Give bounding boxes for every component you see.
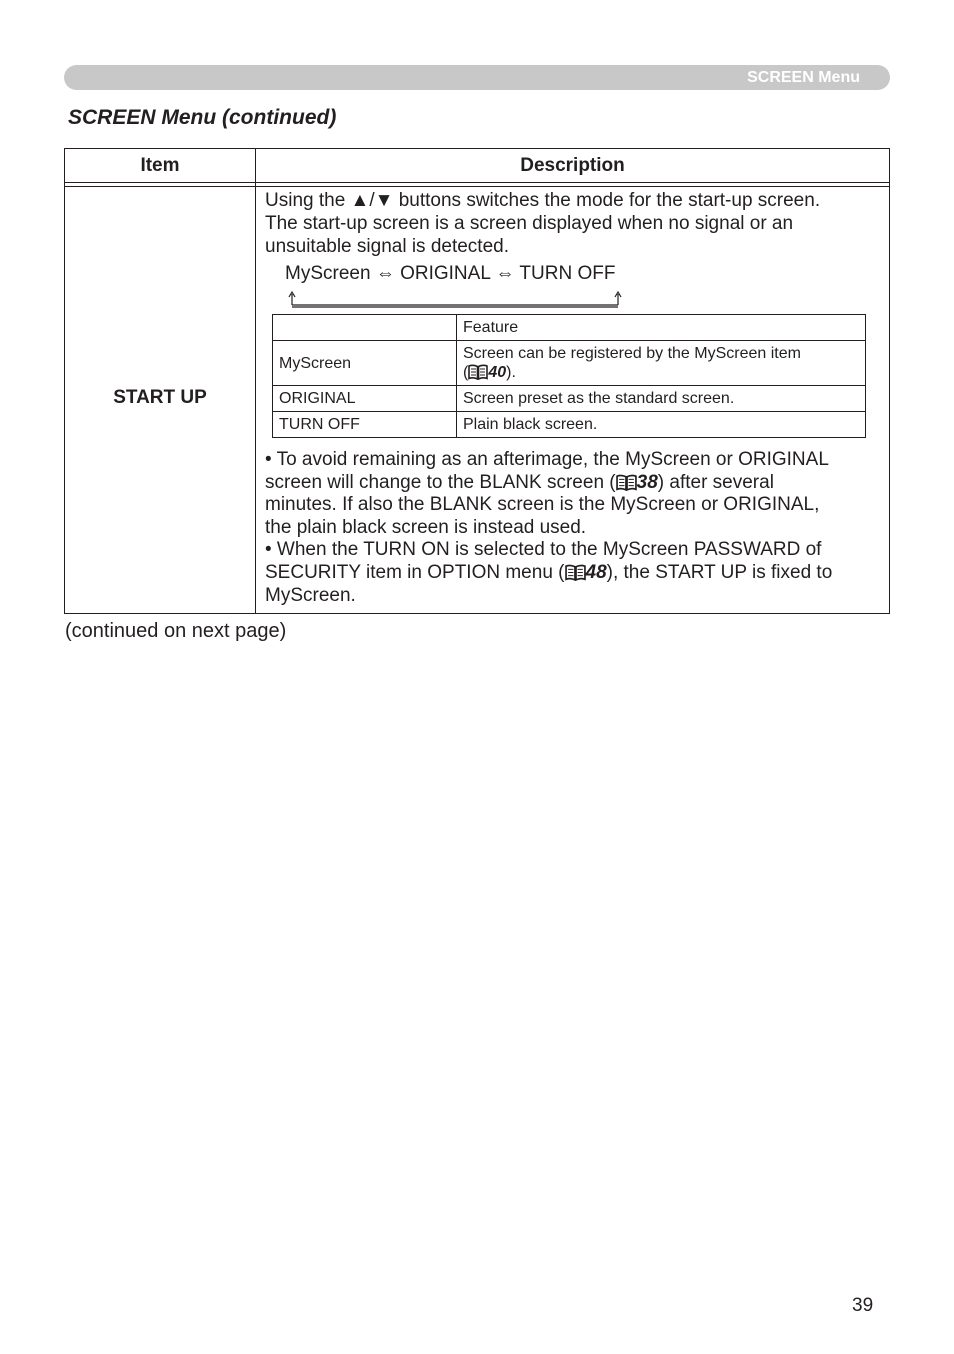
ref-page-number: 48 [585,561,607,583]
table-row [273,341,866,386]
note-text: screen will change to the BLANK screen ( [265,471,616,493]
table-row [273,412,866,438]
feature-table-header-row [273,315,866,341]
column-header-item: Item [140,155,180,176]
note-line: MyScreen. [265,584,356,606]
feature-table [272,314,866,438]
note-line: • To avoid remaining as an afterimage, the MyScreen or ORIGINAL [265,449,829,470]
mode-name: MyScreen [273,341,457,386]
mode-feature [457,341,866,386]
page-number: 39 [852,1295,874,1316]
section-label: SCREEN Menu [747,69,860,86]
mode-cycle [285,263,615,285]
feature-header-label: Feature [457,315,866,341]
swap-arrow-icon: ⇔ [375,263,395,284]
cycle-option-myscreen: MyScreen [285,263,371,284]
cycle-option-turn-off: TURN OFF [519,263,616,284]
book-icon [565,564,586,581]
note-line: minutes. If also the BLANK screen is the MyScreen or ORIGINAL, [265,494,820,516]
item-start-up: START UP [113,387,207,408]
intro-line: Using the ▲/▼ buttons switches the mode for the start-up screen. [265,190,821,211]
note-text: ), the START UP is fixed to [606,561,833,583]
table-row [273,386,866,412]
feature-text: Screen can be registered by the MyScreen item [463,345,801,362]
swap-arrow-icon: ⇔ [495,263,515,284]
book-icon [616,474,637,491]
feature-header-blank [273,315,457,341]
page-reference [463,364,516,381]
note-text: SECURITY item in OPTION menu ( [265,561,565,583]
mode-feature: Plain black screen. [457,412,866,438]
ref-page-number: 38 [636,471,658,493]
continued-note: (continued on next page) [65,620,287,642]
mode-name: ORIGINAL [273,386,457,412]
note-line [265,562,885,585]
ref-close: ). [506,364,516,381]
mode-feature: Screen preset as the standard screen. [457,386,866,412]
cycle-return-arrow-icon [285,287,625,309]
cycle-option-original: ORIGINAL [400,263,491,284]
note-text: ) after several [657,471,774,493]
intro-line: unsuitable signal is detected. [265,236,509,257]
header-double-rule [65,182,889,187]
note-line [265,472,885,495]
page-reference [616,472,658,493]
description-intro [265,189,885,258]
menu-table [64,148,890,614]
description-notes [265,449,885,607]
column-divider [255,149,256,613]
note-line: • When the TURN ON is selected to the MyScreen PASSWARD of [265,539,822,561]
ref-open: ( [463,364,469,381]
page-title: SCREEN Menu (continued) [68,106,337,129]
book-icon [468,364,488,380]
page-reference [565,562,607,583]
section-header-bar [64,65,890,90]
mode-name: TURN OFF [273,412,457,438]
column-header-description: Description [520,155,625,176]
note-line: the plain black screen is instead used. [265,516,587,538]
intro-line: The start-up screen is a screen displayed when no signal or an [265,213,794,234]
ref-page-number: 40 [488,364,507,381]
